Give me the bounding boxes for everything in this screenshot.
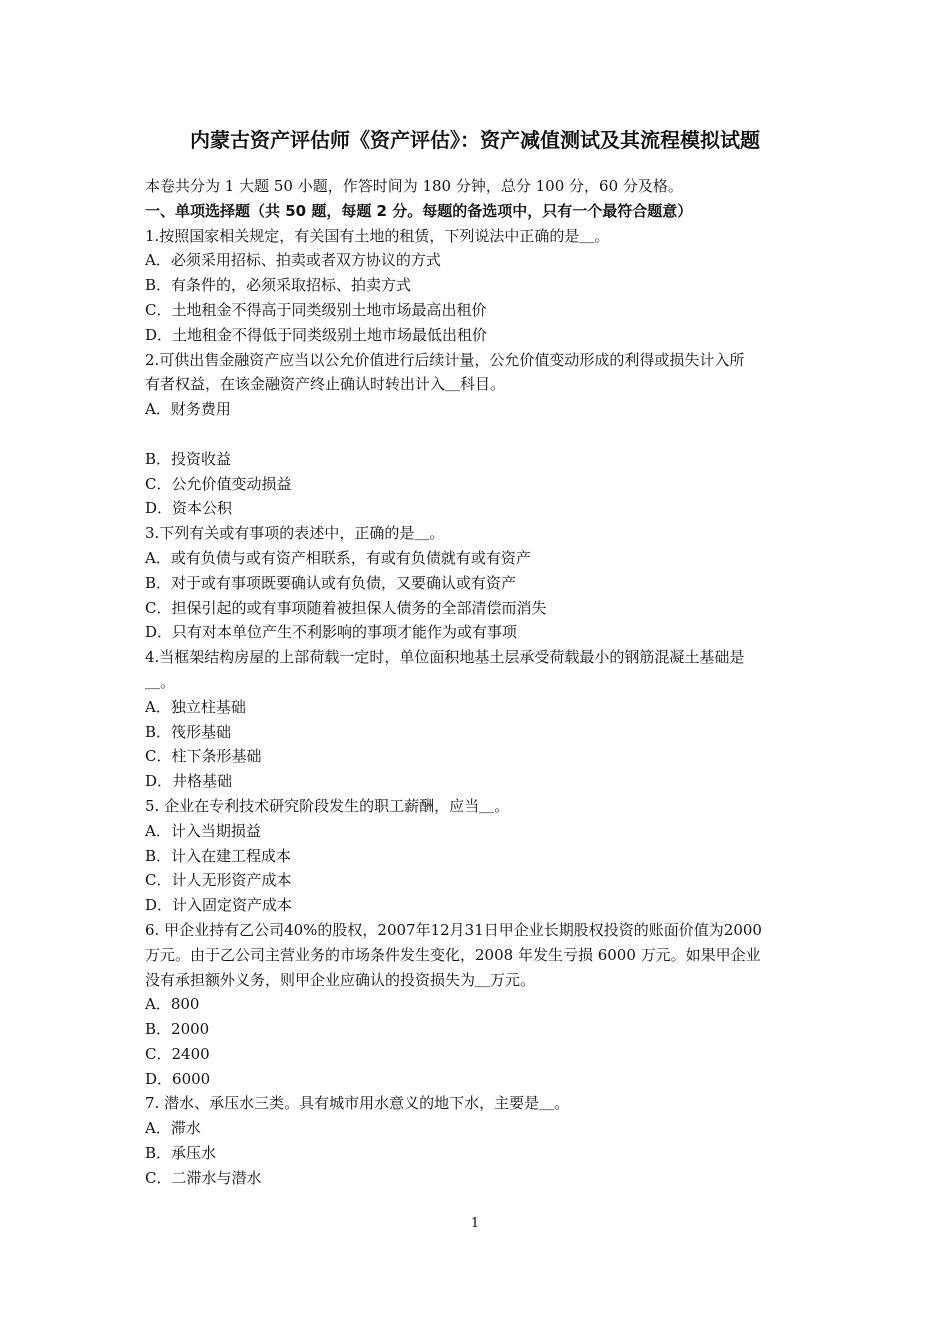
option-a: A．800 bbox=[145, 995, 200, 1014]
option-a: A．独立柱基础 bbox=[145, 697, 246, 716]
question-5 bbox=[145, 794, 815, 918]
question-6 bbox=[145, 918, 815, 1092]
question-3 bbox=[145, 521, 815, 645]
option-a: A．必须采用招标、拍卖或者双方协议的方式 bbox=[145, 251, 441, 270]
option-c: C．土地租金不得高于同类级别土地市场最高出租价 bbox=[145, 300, 487, 319]
option-d: D．资本公积 bbox=[145, 499, 233, 518]
option-b: B．承压水 bbox=[145, 1144, 217, 1163]
question-stem: 6. 甲企业持有乙公司40%的股权，2007年12月31日甲企业长期股权投资的账面价值为2000 bbox=[145, 920, 762, 939]
option-a: A．财务费用 bbox=[145, 400, 231, 419]
question-stem: 4.当框架结构房屋的上部荷载一定时，单位面积地基土层承受荷载最小的钢筋混凝土基础是 bbox=[145, 648, 745, 667]
option-b: B．对于或有事项既要确认或有负债，又要确认或有资产 bbox=[145, 573, 517, 592]
question-4 bbox=[145, 645, 815, 794]
question-stem-continued: 没有承担额外义务，则甲企业应确认的投资损失为＿万元。 bbox=[145, 970, 536, 989]
option-c: C．二滞水与潜水 bbox=[145, 1168, 262, 1187]
option-c: C．公允价值变动损益 bbox=[145, 474, 292, 493]
option-d: D．只有对本单位产生不利影响的事项才能作为或有事项 bbox=[145, 623, 518, 642]
option-d: D．计入固定资产成本 bbox=[145, 896, 293, 915]
section-heading: 一、单项选择题（共 50 题，每题 2 分。每题的备选项中，只有一个最符合题意） bbox=[145, 201, 693, 220]
option-b: B．2000 bbox=[145, 1020, 210, 1039]
question-stem: 5. 企业在专利技术研究阶段发生的职工薪酬，应当＿。 bbox=[145, 796, 510, 815]
question-1 bbox=[145, 224, 815, 348]
question-2 bbox=[145, 348, 815, 522]
option-a: A．滞水 bbox=[145, 1119, 201, 1138]
question-7 bbox=[145, 1091, 815, 1190]
page-title: 内蒙古资产评估师《资产评估》：资产减值测试及其流程模拟试题 bbox=[190, 128, 760, 152]
question-stem: 7. 潜水、承压水三类。具有城市用水意义的地下水，主要是＿。 bbox=[145, 1094, 570, 1113]
page-number: 1 bbox=[470, 1216, 480, 1231]
option-d: D．6000 bbox=[145, 1069, 211, 1088]
option-a: A．计入当期损益 bbox=[145, 821, 261, 840]
option-b: B．投资收益 bbox=[145, 449, 232, 468]
question-stem-continued: ＿。 bbox=[145, 672, 176, 691]
option-d: D．土地租金不得低于同类级别土地市场最低出租价 bbox=[145, 325, 488, 344]
option-d: D．井格基础 bbox=[145, 772, 233, 791]
option-c: C．柱下条形基础 bbox=[145, 747, 262, 766]
exam-intro: 本卷共分为 1 大题 50 小题，作答时间为 180 分钟，总分 100 分，60 分及格。 bbox=[145, 177, 683, 195]
blank-line bbox=[145, 422, 815, 447]
option-b: B．筏形基础 bbox=[145, 722, 232, 741]
question-stem-continued: 万元。由于乙公司主营业务的市场条件发生变化，2008 年发生亏损 6000 万元。如果甲企业 bbox=[145, 945, 761, 964]
option-b: B．计入在建工程成本 bbox=[145, 846, 292, 865]
option-c: C．2400 bbox=[145, 1044, 210, 1063]
content-body bbox=[145, 174, 815, 1191]
option-b: B．有条件的，必须采取招标、拍卖方式 bbox=[145, 276, 412, 295]
question-stem: 3.下列有关或有事项的表述中，正确的是＿。 bbox=[145, 524, 445, 543]
option-c: C．计人无形资产成本 bbox=[145, 871, 292, 890]
question-stem: 1.按照国家相关规定，有关国有土地的租赁，下列说法中正确的是＿。 bbox=[145, 226, 610, 245]
option-a: A．或有负债与或有资产相联系，有或有负债就有或有资产 bbox=[145, 548, 531, 567]
question-stem-continued: 有者权益，在该金融资产终止确认时转出计入＿科目。 bbox=[145, 375, 506, 394]
question-stem: 2.可供出售金融资产应当以公允价值进行后续计量，公允价值变动形成的利得或损失计入所 bbox=[145, 350, 745, 369]
option-c: C．担保引起的或有事项随着被担保人债务的全部清偿而消失 bbox=[145, 598, 547, 617]
